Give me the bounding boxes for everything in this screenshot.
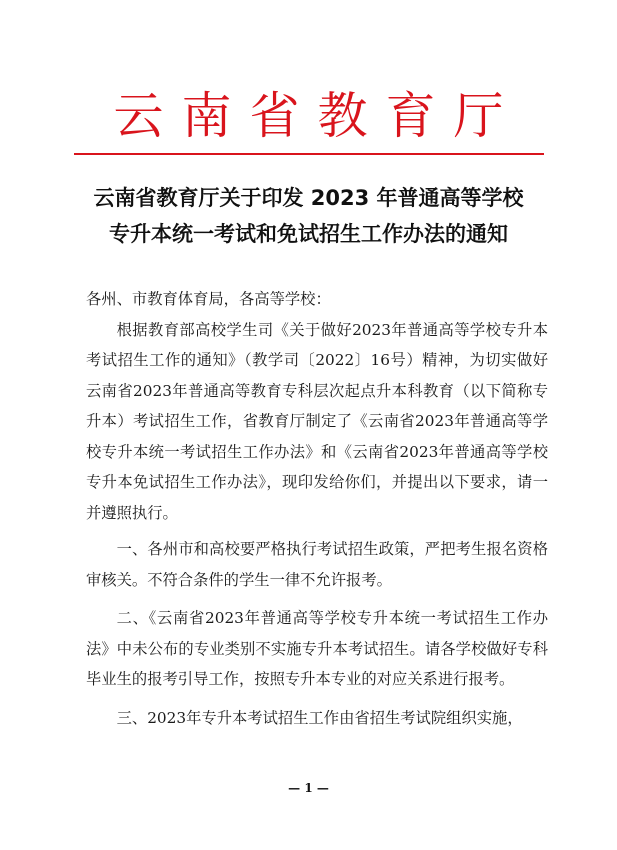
letterhead-red-rule — [74, 153, 544, 155]
document-body — [86, 284, 548, 733]
paragraph-item-1: 一、各州市和高校要严格执行考试招生政策，严把考生报名资格审核关。不符合条件的学生一律不允许报考。 — [86, 540, 548, 589]
document-title — [60, 180, 557, 252]
paragraph-item-3: 三、2023年专升本考试招生工作由省招生考试院组织实施， — [116, 708, 523, 727]
letterhead-title: 云南省教育厅 — [113, 87, 522, 145]
document-title-line-1: 云南省教育厅关于印发 2023 年普通高等学校 — [93, 186, 524, 210]
salutation: 各州、市教育体育局，各高等学校： — [86, 290, 331, 308]
page-number: — 1 — — [288, 781, 329, 795]
document-title-line-2: 专升本统一考试和免试招生工作办法的通知 — [109, 222, 508, 246]
paragraph-intro: 根据教育部高校学生司《关于做好2023年普通高等学校专升本考试招生工作的通知》（教学司〔2022〕16号）精神，为切实做好云南省2023年普通高等教育专科层次起点升本科教育（以下简称专升本）考试招生工作，省教育厅制定了《云南省2023年普通高等学校专升本统一考试招生工作办法》和《云南省2023年普通高等学校专升本免试招生工作办法》，现印发给你们，并提出以下要求，请一并遵照执行。 — [86, 320, 548, 522]
paragraph-item-2: 二、《云南省2023年普通高等学校专升本统一考试招生工作办法》中未公布的专业类别不实施专升本考试招生。请各学校做好专科毕业生的报考引导工作，按照专升本专业的对应关系进行报考。 — [86, 609, 548, 688]
